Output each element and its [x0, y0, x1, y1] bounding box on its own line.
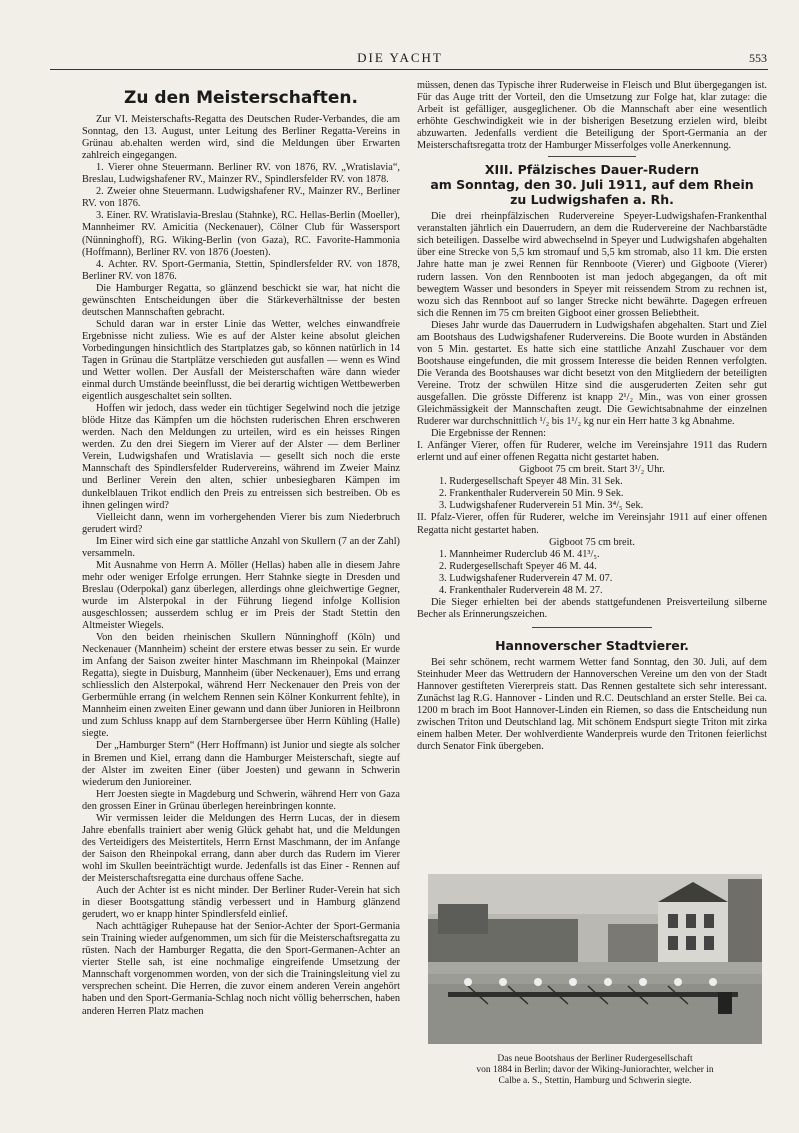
race-result: 4. Frankenthaler Ruderverein 48 M. 27. [439, 584, 603, 596]
article-title: Zu den Meisterschaften. [124, 88, 358, 108]
race-boat-info: Gigboot 75 cm breit. [549, 536, 635, 548]
paragraph: 1. Vierer ohne Steuermann. Berliner RV. von 1876, RV. „Wratislavia“, Breslau, Ludwigshafener RV., Mainzer RV., Spindlersfelder RV. von 1878. [82, 162, 400, 186]
caption-line: Calbe a. S., Stettin, Hamburg und Schwerin siegte. [498, 1076, 692, 1087]
paragraph: Die Hamburger Regatta, so glänzend beschickt sie war, hat nicht die gewünschten Entscheidungen über die Stärkeverhältnisse der besten deutschen Mannschaften gebracht. [82, 282, 400, 318]
race-result: 3. Ludwigshafener Ruderverein 51 Min. 3⁴/₅ Sek. [439, 500, 644, 512]
section-title-line: am Sonntag, den 30. Juli 1911, auf dem Rhein [430, 177, 754, 193]
page-number: 553 [749, 51, 767, 65]
caption-line: von 1884 in Berlin; davor der Wiking-Juniorachter, welcher in [476, 1065, 714, 1076]
section-divider [548, 156, 636, 157]
race-result: 2. Frankenthaler Ruderverein 50 Min. 9 Sek. [439, 488, 624, 500]
paragraph: Wir vermissen leider die Meldungen des Herrn Lucas, der in diesem Jahre ebenfalls trainiert aber wenig Glück gehabt hat, und die Meldungen des Verteidigers des Meistertitels, Herrn Ernst Maschmann, der im Anfange der Saison den Rheinpokal errang, dann aber durch das Rudern im Vierer wohl im Skullen beeinträchtigt wurde. Jedenfalls ist das Einer - Rennen auf der Meisterschaftsregatta eine durchaus offene Sache. [82, 812, 400, 884]
paragraph: Bei sehr schönem, recht warmem Wetter fand Sonntag, den 30. Juli, auf dem Steinhuder Meer das Wettrudern der Hannoverschen Vereine um den von der Stadt Hannover gestifteten Viererpreis statt. Das Rennen gestaltete sich sehr interessant. Zunächst lag R.G. Hannover - Linden und R.C. Deutschland an erster Stelle. Bei ca. 1200 m brach im Boot Hannover-Linden ein Riemen, so dass die Entscheidung nun zwischen Triton und Deutschland lag. Mit schönem Endspurt siegte Triton mit zirka einem halben Meter. Der wohlverdiente Wanderpreis wurde den Tritonen feierlichst durch Senator Fink übergeben. [417, 656, 767, 753]
continued-paragraph: müssen, denen das Typische ihrer Ruderweise in Fleisch und Blut übergegangen ist. Für das Auge tritt der Vorteil, den die Umsetzung zur Folge hat, klar zutage: die Arbeit ist gefälliger, ausgeglichener. Ob die Mannschaft aber eine wesentlich erhöhte Geschwindigkeit wie in der bisherigen Besetzung erzielen wird, bleibt abzuwarten. Jedenfalls verdient die Beteiligung der Sport-Germania an der Meisterschaftsregatta trotz der Hamburger Misserfolges volle Anerkennung. [417, 80, 767, 152]
caption-line: Das neue Bootshaus der Berliner Rudergesellschaft [497, 1054, 693, 1064]
paragraph: Die drei rheinpfälzischen Rudervereine Speyer-Ludwigshafen-Frankenthal veranstalten jährlich ein Dauerrudern, an dem die Rudervereine der Nachbarstädte sich beteiligen. Dasselbe wird abwechselnd in Speyer und Ludwigshafen abgehalten über eine Strecke von 5,5 km stromauf und 5,5 km stromab, also 11 km. Die ersten Jahre hatte man je zwei Rennen für Rennboote (Vierer) und Gigboote (Vierer) rudern lassen. Von den Rennbooten ist man jedoch abgegangen, da oft mit bewegtem Wasser und besonders in Speyer mit reissendem Strom zu rechnen ist, wozu sich das Rennboot auf so langer Strecke nicht bewährte. Dagegen erfreuen sich die Rennen im 75 cm breiten Gigboot einer grossen Beliebtheit. [417, 211, 767, 319]
paragraph: Auch der Achter ist es nicht minder. Der Berliner Ruder-Verein hat sich in dieser Bootsgattung ständig verbessert und in Hamburg glänzend gerudert, wo er knapp hinter Spindlersfeld einlief. [82, 885, 400, 921]
paragraph: Hoffen wir jedoch, dass weder ein tüchtiger Segelwind noch die jetzige blöde Hitze das Kämpfen um die höchsten ruderischen Ehren erschweren werden. Nach den Meldungen zu urteilen, wird es ein heisses Ringen werden. Zu den drei Siegern im Vierer auf der Alster — dem Berliner Verein, Ludwigshafen und Wratislavia — gesellt sich noch die erste Mannschaft des Spindlersfelder Rudervereins, während im Zweier Mainz und Berliner Verein den alten, schier unbesiegbaren Kämpen im dunkelblauen Trikot endlich den Preis zu entreissen sich bestreiben. Ob es ihnen gelingen wird? [82, 403, 400, 511]
race-result: 1. Mannheimer Ruderclub 46 M. 41³/₅. [439, 548, 600, 560]
race-heading: I. Anfänger Vierer, offen für Ruderer, welche im Vereinsjahre 1911 das Rudern erlernt und auf einer offenen Regatta nicht gestartet haben. [417, 440, 767, 464]
boathouse-photo [428, 874, 762, 1044]
paragraph: Von den beiden rheinischen Skullern Nünninghoff (Köln) und Neckenauer (Mannheim) scheint der erstere etwas besser zu sein. Er wurde im Anfang der Saison zweiter hinter Maschmann im Rheinpokal (Mainzer Regatta), siegte in Duisburg, Mannheim (über Neckenauer), Ems und errang schliesslich den Alsterpokal, während Herr Neckenauer den Preis von der Gerbermühle errang (in welchem Rennen sein Kölner Konkurrent fehlte), in Mannheim einen zweiten Einer gewann und dann über Junioren in Heilbronn und zum Schluss knapp auf dem Starnbergersee über Herrn Kühling (Halle) siegte. [82, 632, 400, 740]
paragraph: Zur VI. Meisterschafts-Regatta des Deutschen Ruder-Verbandes, die am Sonntag, den 13. August, unter Leitung des Berliner Regatta-Vereins in Grünau ab.ehalten werden wird, sind die Meldungen über Erwarten zahlreich eingegangen. [82, 114, 400, 162]
paragraph: Schuld daran war in erster Linie das Wetter, welches einwandfreie Ergebnisse nicht zuliess. Wie es auf der Alster keine absolut gleichen Vorbedingungen hinsichtlich des Startplatzes gab, so können natürlich in 14 Tagen in Grünau die Startplätze verschieden gut ausfallen — wenn es Wind und Wetter wollen. Der Ausfall der Meisterschaften wäre dann wieder einmal durch Umstände beeinflusst, die bei derartig wichtigen Wettbewerben eigentlich ausgeschaltet sein sollten. [82, 318, 400, 403]
running-title: DIE YACHT [357, 50, 443, 65]
paragraph: Vielleicht dann, wenn im vorhergehenden Vierer bis zum Niederbruch gerudert wird? [82, 511, 400, 535]
section-title [417, 162, 767, 207]
header-rule [50, 69, 768, 70]
race-result: 1. Rudergesellschaft Speyer 48 Min. 31 Sek. [439, 476, 623, 488]
right-column [417, 80, 767, 753]
race-heading: II. Pfalz-Vierer, offen für Ruderer, welche im Vereinsjahr 1911 auf einer offenen Regatta nicht gestartet haben. [417, 512, 767, 536]
race-result: 3. Ludwigshafener Ruderverein 47 M. 07. [439, 572, 613, 584]
paragraph: 4. Achter. RV. Sport-Germania, Stettin, Spindlersfelder RV. von 1878, Berliner RV. von 1876. [82, 258, 400, 282]
photo-caption [420, 1054, 770, 1088]
section-title-line: zu Ludwigshafen a. Rh. [510, 192, 674, 208]
left-column [82, 88, 400, 1018]
paragraph: Dieses Jahr wurde das Dauerrudern in Ludwigshafen abgehalten. Start und Ziel am Bootshaus des Ludwigshafener Rudervereins. Die Boote wurden in Abständen von 5 Min. gestartet. Es hatte sich eine stattliche Anzahl Zuschauer vor dem Bootshause eingefunden, die mit grossem Interesse die beiden Rennen verfolgten. Die Veranda des Bootshauses war dicht besetzt von den Mitgliedern der beteiligten Vereine. Trotz der schwülen Hitze sind die ausgeruderten Zeiten sehr gut ausgefallen. Die grösste Differenz ist knapp 2¹/₂ Min., was von einer grossen Gleichmässigkeit der Mannschaften zeugt. Die Gewichtsabnahme der einzelnen Ruderer war durchschnittlich ¹/₂ bis 1¹/₂ kg nur ein Herr hatte 3 kg Abnahme. [417, 319, 767, 428]
paragraph: Herr Joesten siegte in Magdeburg und Schwerin, während Herr von Gaza den grossen Einer in Grünau überlegen hereinbringen konnte. [82, 788, 400, 812]
paragraph: Der „Hamburger Stern“ (Herr Hoffmann) ist Junior und siegte als solcher in Bremen und Kiel, errang dann die Hamburger Meisterschaft, siegte auf der Alster im zweiten Einer (über Joesten) und gewann in Schwerin wiederum den Junioreiner. [82, 740, 400, 788]
paragraph: Die Sieger erhielten bei der abends stattgefundenen Preisverteilung silberne Becher als Erinnerungszeichen. [417, 596, 767, 620]
paragraph: 2. Zweier ohne Steuermann. Ludwigshafener RV., Mainzer RV., Berliner RV. von 1876. [82, 186, 400, 210]
section-title-line: XIII. Pfälzisches Dauer-Rudern [484, 162, 700, 178]
race-boat-info: Gigboot 75 cm breit. Start 3¹/₂ Uhr. [519, 464, 665, 476]
paragraph: Mit Ausnahme von Herrn A. Möller (Hellas) haben alle in diesem Jahre mehr oder weniger Erfolge errungen. Herr Stahnke siegte in Dresden und Breslau (Oderpokal) ganz überlegen, allerdings ohne gleichwertige Gegner, wurde im Alsterpokal in der Führung liegend infolge Kollision ausgeschlossen; ausserdem schlug er im Preis der Stadt Stettin den Altmeister Wiegels. [82, 559, 400, 632]
paragraph: Die Ergebnisse der Rennen: [431, 428, 547, 440]
paragraph: Im Einer wird sich eine gar stattliche Anzahl von Skullern (7 an der Zahl) versammeln. [82, 535, 400, 559]
race-result: 2. Rudergesellschaft Speyer 46 M. 44. [439, 560, 597, 572]
section-divider [532, 627, 652, 628]
section-title: Hannoverscher Stadtvierer. [495, 637, 689, 653]
paragraph: 3. Einer. RV. Wratislavia-Breslau (Stahnke), RC. Hellas-Berlin (Moeller), Mannheimer RV. Amicitia (Neckenauer), Cölner Club für Wassersport (Nünninghoff), RG. Wiking-Berlin (von Gaza), RC. Favorite-Hammonia (Hoffmann), Berliner RV. von 1876 (Joesten). [82, 210, 400, 258]
paragraph: Nach achttägiger Ruhepause hat der Senior-Achter der Sport-Germania sein Training wieder aufgenommen, um sich für die Meisterschaftsregatta zu rüsten. Nach der Hamburger Regatta, die den Sport-Germanen-Achter an vierter Stelle sah, ist eine nochmalige eingreifende Umsetzung der Mannschaft vorgenommen worden, von der sich die Trainingsleitung viel zu versprechen scheint. Die Herren, die zuvor einem anderen Verein angehört haben und den Sport-Germania-Schlag noch nicht völlig beherrschen, haben anderen Herren Platz machen [82, 921, 400, 1017]
boathouse-photo-drawing [428, 874, 762, 1044]
